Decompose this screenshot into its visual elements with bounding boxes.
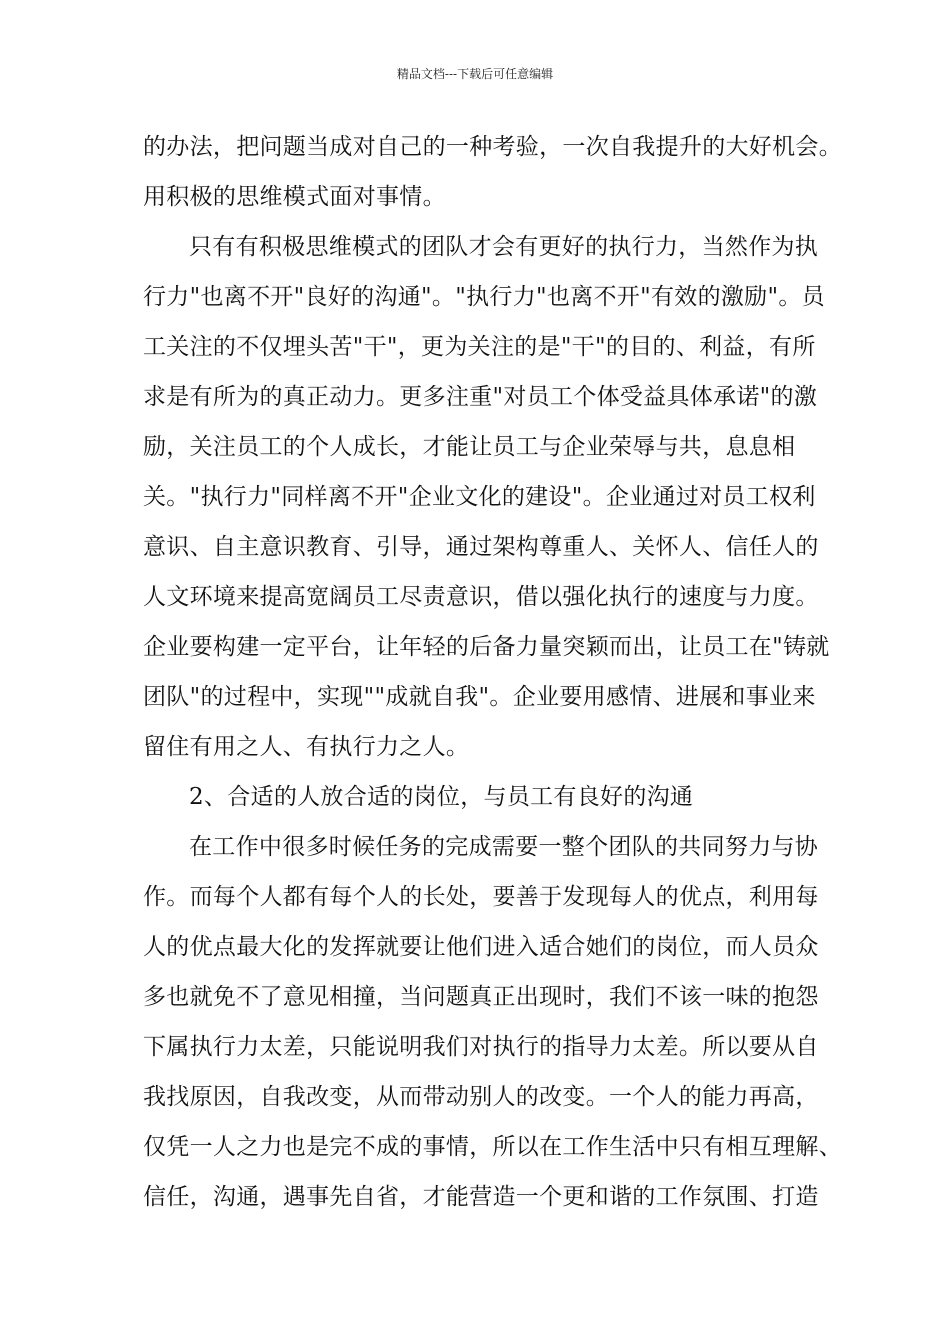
text-line: 意识、自主意识教育、引导，通过架构尊重人、关怀人、信任人的 <box>143 534 819 560</box>
page-header: 精品文档---下载后可任意编辑 <box>396 67 554 81</box>
text-line: 人的优点最大化的发挥就要让他们进入适合她们的岗位，而人员众 <box>143 934 819 960</box>
text-line: 信任，沟通，遇事先自省，才能营造一个更和谐的工作氛围、打造 <box>143 1184 819 1210</box>
text-line: 企业要构建一定平台，让年轻的后备力量突颖而出，让员工在"铸就 <box>143 634 830 660</box>
text-line: 励，关注员工的个人成长，才能让员工与企业荣辱与共，息息相 <box>143 434 796 460</box>
document-body <box>143 122 842 1222</box>
text-line: 的办法，把问题当成对自己的一种考验，一次自我提升的大好机会。 <box>143 134 842 160</box>
text-line: 用积极的思维模式面对事情。 <box>143 184 446 210</box>
text-line: 行力"也离不开"良好的沟通"。"执行力"也离不开"有效的激励"。员 <box>143 284 825 310</box>
text-line: 多也就免不了意见相撞，当问题真正出现时，我们不该一味的抱怨 <box>143 984 819 1010</box>
text-line: 作。而每个人都有每个人的长处，要善于发现每人的优点，利用每 <box>143 884 819 910</box>
text-line: 团队"的过程中，实现""成就自我"。企业要用感情、进展和事业来 <box>143 684 816 710</box>
text-line: 工关注的不仅埋头苦"干"，更为关注的是"干"的目的、利益，有所 <box>143 334 816 360</box>
paragraph-first-line: 只有有积极思维模式的团队才会有更好的执行力，当然作为执 <box>189 234 819 260</box>
text-line: 仅凭一人之力也是完不成的事情，所以在工作生活中只有相互理解、 <box>143 1134 842 1160</box>
text-line: 关。"执行力"同样离不开"企业文化的建设"。企业通过对员工权利 <box>143 484 816 510</box>
paragraph-first-line: 在工作中很多时候任务的完成需要一整个团队的共同努力与协 <box>189 834 819 860</box>
text-line: 我找原因，自我改变，从而带动别人的改变。一个人的能力再高， <box>143 1084 819 1110</box>
text-line: 下属执行力太差，只能说明我们对执行的指导力太差。所以要从自 <box>143 1034 819 1060</box>
text-line: 人文环境来提高宽阔员工尽责意识，借以强化执行的速度与力度。 <box>143 584 819 610</box>
text-line: 留住有用之人、有执行力之人。 <box>143 734 470 760</box>
text-line: 求是有所为的真正动力。更多注重"对员工个体受益具体承诺"的激 <box>143 384 818 410</box>
section-heading: 2、合适的人放合适的岗位，与员工有良好的沟通 <box>189 784 694 810</box>
